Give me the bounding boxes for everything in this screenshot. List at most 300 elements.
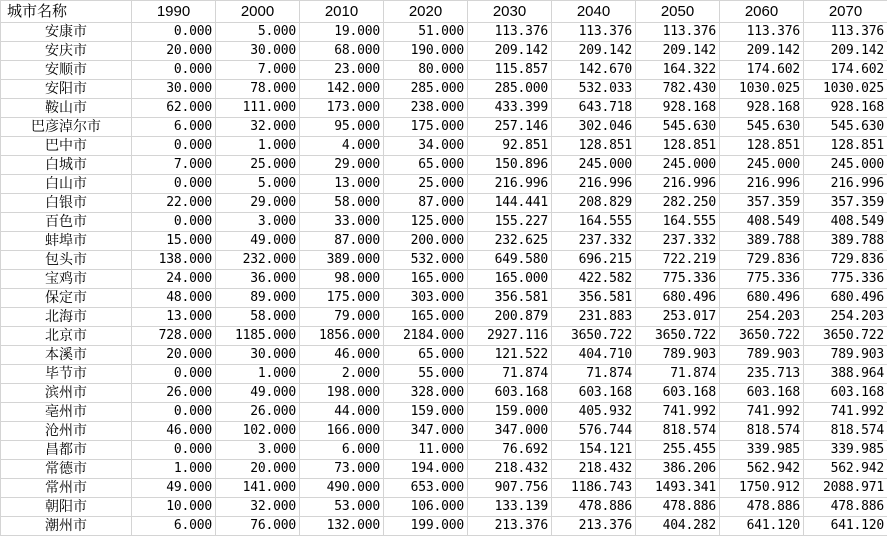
value-cell[interactable]: 775.336 — [636, 270, 720, 289]
header-row — [1, 1, 887, 23]
value-cell[interactable]: 328.000 — [384, 384, 468, 403]
value-cell[interactable]: 53.000 — [300, 498, 384, 517]
value-cell[interactable]: 19.000 — [300, 23, 384, 42]
value-cell[interactable]: 478.886 — [636, 498, 720, 517]
city-name-cell[interactable]: 安顺市 — [1, 61, 132, 80]
value-cell[interactable]: 87.000 — [384, 194, 468, 213]
city-name-cell[interactable]: 安阳市 — [1, 80, 132, 99]
value-cell[interactable]: 741.992 — [636, 403, 720, 422]
value-cell[interactable]: 22.000 — [132, 194, 216, 213]
value-cell[interactable]: 166.000 — [300, 422, 384, 441]
value-cell[interactable]: 30.000 — [216, 42, 300, 61]
value-cell[interactable]: 641.120 — [804, 517, 887, 536]
value-cell[interactable]: 76.000 — [216, 517, 300, 536]
value-cell[interactable]: 92.851 — [468, 137, 552, 156]
value-cell[interactable]: 165.000 — [384, 270, 468, 289]
value-cell[interactable]: 478.886 — [720, 498, 804, 517]
value-cell[interactable]: 6.000 — [300, 441, 384, 460]
value-cell[interactable]: 213.376 — [552, 517, 636, 536]
value-cell[interactable]: 26.000 — [216, 403, 300, 422]
value-cell[interactable]: 5.000 — [216, 23, 300, 42]
value-cell[interactable]: 257.146 — [468, 118, 552, 137]
value-cell[interactable]: 576.744 — [552, 422, 636, 441]
value-cell[interactable]: 818.574 — [636, 422, 720, 441]
city-name-cell[interactable]: 宝鸡市 — [1, 270, 132, 289]
value-cell[interactable]: 68.000 — [300, 42, 384, 61]
value-cell[interactable]: 818.574 — [720, 422, 804, 441]
value-cell[interactable]: 1750.912 — [720, 479, 804, 498]
city-name-cell[interactable]: 常州市 — [1, 479, 132, 498]
value-cell[interactable]: 729.836 — [804, 251, 887, 270]
city-name-cell[interactable]: 包头市 — [1, 251, 132, 270]
value-cell[interactable]: 106.000 — [384, 498, 468, 517]
city-name-cell[interactable]: 安庆市 — [1, 42, 132, 61]
city-name-cell[interactable]: 百色市 — [1, 213, 132, 232]
value-cell[interactable]: 48.000 — [132, 289, 216, 308]
table-row — [1, 213, 887, 232]
city-name-cell[interactable]: 潮州市 — [1, 517, 132, 536]
value-cell[interactable]: 132.000 — [300, 517, 384, 536]
value-cell[interactable]: 545.630 — [804, 118, 887, 137]
value-cell[interactable]: 3650.722 — [552, 327, 636, 346]
value-cell[interactable]: 245.000 — [804, 156, 887, 175]
value-cell[interactable]: 55.000 — [384, 365, 468, 384]
value-cell[interactable]: 36.000 — [216, 270, 300, 289]
value-cell[interactable]: 13.000 — [132, 308, 216, 327]
value-cell[interactable]: 339.985 — [804, 441, 887, 460]
value-cell[interactable]: 26.000 — [132, 384, 216, 403]
value-cell[interactable]: 209.142 — [636, 42, 720, 61]
value-cell[interactable]: 357.359 — [720, 194, 804, 213]
value-cell[interactable]: 128.851 — [720, 137, 804, 156]
value-cell[interactable]: 102.000 — [216, 422, 300, 441]
value-cell[interactable]: 71.874 — [468, 365, 552, 384]
value-cell[interactable]: 154.121 — [552, 441, 636, 460]
value-cell[interactable]: 113.376 — [720, 23, 804, 42]
value-cell[interactable]: 1.000 — [216, 365, 300, 384]
value-cell[interactable]: 405.932 — [552, 403, 636, 422]
value-cell[interactable]: 216.996 — [552, 175, 636, 194]
value-cell[interactable]: 928.168 — [804, 99, 887, 118]
value-cell[interactable]: 2.000 — [300, 365, 384, 384]
value-cell[interactable]: 232.625 — [468, 232, 552, 251]
value-cell[interactable]: 175.000 — [384, 118, 468, 137]
city-name-cell[interactable]: 保定市 — [1, 289, 132, 308]
value-cell[interactable]: 128.851 — [552, 137, 636, 156]
value-cell[interactable]: 232.000 — [216, 251, 300, 270]
value-cell[interactable]: 194.000 — [384, 460, 468, 479]
column-header-year[interactable]: 2020 — [384, 1, 468, 23]
value-cell[interactable]: 159.000 — [384, 403, 468, 422]
value-cell[interactable]: 818.574 — [804, 422, 887, 441]
value-cell[interactable]: 213.376 — [468, 517, 552, 536]
city-name-cell[interactable]: 朝阳市 — [1, 498, 132, 517]
value-cell[interactable]: 680.496 — [720, 289, 804, 308]
value-cell[interactable]: 209.142 — [720, 42, 804, 61]
value-cell[interactable]: 7.000 — [216, 61, 300, 80]
value-cell[interactable]: 3.000 — [216, 213, 300, 232]
value-cell[interactable]: 113.376 — [468, 23, 552, 42]
value-cell[interactable]: 164.555 — [636, 213, 720, 232]
table-row — [1, 194, 887, 213]
table-row — [1, 156, 887, 175]
table-row — [1, 346, 887, 365]
city-name-cell[interactable]: 亳州市 — [1, 403, 132, 422]
value-cell[interactable]: 209.142 — [804, 42, 887, 61]
value-cell[interactable]: 34.000 — [384, 137, 468, 156]
value-cell[interactable]: 386.206 — [636, 460, 720, 479]
value-cell[interactable]: 65.000 — [384, 346, 468, 365]
value-cell[interactable]: 347.000 — [468, 422, 552, 441]
value-cell[interactable]: 2184.000 — [384, 327, 468, 346]
value-cell[interactable]: 49.000 — [216, 384, 300, 403]
value-cell[interactable]: 490.000 — [300, 479, 384, 498]
table-row — [1, 118, 887, 137]
value-cell[interactable]: 46.000 — [132, 422, 216, 441]
value-cell[interactable]: 408.549 — [804, 213, 887, 232]
value-cell[interactable]: 729.836 — [720, 251, 804, 270]
value-cell[interactable]: 155.227 — [468, 213, 552, 232]
value-cell[interactable]: 200.000 — [384, 232, 468, 251]
value-cell[interactable]: 285.000 — [468, 80, 552, 99]
value-cell[interactable]: 907.756 — [468, 479, 552, 498]
table-row — [1, 308, 887, 327]
column-header-year[interactable]: 2050 — [636, 1, 720, 23]
value-cell[interactable]: 15.000 — [132, 232, 216, 251]
city-name-cell[interactable]: 白银市 — [1, 194, 132, 213]
city-name-cell[interactable]: 巴中市 — [1, 137, 132, 156]
value-cell[interactable]: 32.000 — [216, 118, 300, 137]
value-cell[interactable]: 62.000 — [132, 99, 216, 118]
value-cell[interactable]: 603.168 — [552, 384, 636, 403]
value-cell[interactable]: 121.522 — [468, 346, 552, 365]
value-cell[interactable]: 478.886 — [804, 498, 887, 517]
value-cell[interactable]: 165.000 — [384, 308, 468, 327]
value-cell[interactable]: 125.000 — [384, 213, 468, 232]
value-cell[interactable]: 216.996 — [636, 175, 720, 194]
value-cell[interactable]: 649.580 — [468, 251, 552, 270]
value-cell[interactable]: 231.883 — [552, 308, 636, 327]
value-cell[interactable]: 87.000 — [300, 232, 384, 251]
value-cell[interactable]: 2088.971 — [804, 479, 887, 498]
value-cell[interactable]: 0.000 — [132, 441, 216, 460]
value-cell[interactable]: 1185.000 — [216, 327, 300, 346]
value-cell[interactable]: 78.000 — [216, 80, 300, 99]
value-cell[interactable]: 789.903 — [636, 346, 720, 365]
value-cell[interactable]: 237.332 — [636, 232, 720, 251]
value-cell[interactable]: 200.879 — [468, 308, 552, 327]
value-cell[interactable]: 254.203 — [804, 308, 887, 327]
value-cell[interactable]: 389.000 — [300, 251, 384, 270]
value-cell[interactable]: 174.602 — [804, 61, 887, 80]
value-cell[interactable]: 73.000 — [300, 460, 384, 479]
column-header-year[interactable]: 2040 — [552, 1, 636, 23]
value-cell[interactable]: 389.788 — [804, 232, 887, 251]
value-cell[interactable]: 1.000 — [216, 137, 300, 156]
value-cell[interactable]: 10.000 — [132, 498, 216, 517]
column-header-year[interactable]: 1990 — [132, 1, 216, 23]
value-cell[interactable]: 29.000 — [300, 156, 384, 175]
value-cell[interactable]: 603.168 — [720, 384, 804, 403]
value-cell[interactable]: 603.168 — [636, 384, 720, 403]
table-body — [1, 23, 887, 536]
value-cell[interactable]: 339.985 — [720, 441, 804, 460]
value-cell[interactable]: 141.000 — [216, 479, 300, 498]
value-cell[interactable]: 282.250 — [636, 194, 720, 213]
value-cell[interactable]: 478.886 — [552, 498, 636, 517]
value-cell[interactable]: 58.000 — [300, 194, 384, 213]
value-cell[interactable]: 235.713 — [720, 365, 804, 384]
value-cell[interactable]: 0.000 — [132, 23, 216, 42]
value-cell[interactable]: 6.000 — [132, 118, 216, 137]
value-cell[interactable]: 404.282 — [636, 517, 720, 536]
city-name-cell[interactable]: 北海市 — [1, 308, 132, 327]
city-name-cell[interactable]: 蚌埠市 — [1, 232, 132, 251]
value-cell[interactable]: 142.670 — [552, 61, 636, 80]
value-cell[interactable]: 24.000 — [132, 270, 216, 289]
table-row — [1, 289, 887, 308]
value-cell[interactable]: 138.000 — [132, 251, 216, 270]
value-cell[interactable]: 789.903 — [804, 346, 887, 365]
value-cell[interactable]: 1493.341 — [636, 479, 720, 498]
value-cell[interactable]: 128.851 — [804, 137, 887, 156]
value-cell[interactable]: 728.000 — [132, 327, 216, 346]
value-cell[interactable]: 32.000 — [216, 498, 300, 517]
value-cell[interactable]: 245.000 — [636, 156, 720, 175]
value-cell[interactable]: 113.376 — [552, 23, 636, 42]
column-header-year[interactable]: 2060 — [720, 1, 804, 23]
value-cell[interactable]: 95.000 — [300, 118, 384, 137]
value-cell[interactable]: 789.903 — [720, 346, 804, 365]
value-cell[interactable]: 209.142 — [468, 42, 552, 61]
city-name-cell[interactable]: 常德市 — [1, 460, 132, 479]
table-row — [1, 422, 887, 441]
value-cell[interactable]: 1030.025 — [804, 80, 887, 99]
value-cell[interactable]: 433.399 — [468, 99, 552, 118]
value-cell[interactable]: 356.581 — [552, 289, 636, 308]
value-cell[interactable]: 643.718 — [552, 99, 636, 118]
value-cell[interactable]: 216.996 — [720, 175, 804, 194]
value-cell[interactable]: 33.000 — [300, 213, 384, 232]
value-cell[interactable]: 775.336 — [804, 270, 887, 289]
value-cell[interactable]: 928.168 — [636, 99, 720, 118]
value-cell[interactable]: 29.000 — [216, 194, 300, 213]
value-cell[interactable]: 741.992 — [804, 403, 887, 422]
value-cell[interactable]: 285.000 — [384, 80, 468, 99]
value-cell[interactable]: 25.000 — [384, 175, 468, 194]
value-cell[interactable]: 1856.000 — [300, 327, 384, 346]
value-cell[interactable]: 303.000 — [384, 289, 468, 308]
value-cell[interactable]: 6.000 — [132, 517, 216, 536]
value-cell[interactable]: 216.996 — [468, 175, 552, 194]
value-cell[interactable]: 653.000 — [384, 479, 468, 498]
value-cell[interactable]: 89.000 — [216, 289, 300, 308]
value-cell[interactable]: 245.000 — [720, 156, 804, 175]
value-cell[interactable]: 44.000 — [300, 403, 384, 422]
column-header-year[interactable]: 2030 — [468, 1, 552, 23]
table-row — [1, 61, 887, 80]
value-cell[interactable]: 30.000 — [216, 346, 300, 365]
value-cell[interactable]: 71.874 — [552, 365, 636, 384]
value-cell[interactable]: 174.602 — [720, 61, 804, 80]
value-cell[interactable]: 0.000 — [132, 403, 216, 422]
table-row — [1, 460, 887, 479]
value-cell[interactable]: 532.033 — [552, 80, 636, 99]
value-cell[interactable]: 218.432 — [468, 460, 552, 479]
value-cell[interactable]: 255.455 — [636, 441, 720, 460]
value-cell[interactable]: 545.630 — [636, 118, 720, 137]
city-name-cell[interactable]: 毕节市 — [1, 365, 132, 384]
value-cell[interactable]: 347.000 — [384, 422, 468, 441]
value-cell[interactable]: 545.630 — [720, 118, 804, 137]
value-cell[interactable]: 113.376 — [636, 23, 720, 42]
value-cell[interactable]: 216.996 — [804, 175, 887, 194]
value-cell[interactable]: 65.000 — [384, 156, 468, 175]
value-cell[interactable]: 49.000 — [132, 479, 216, 498]
value-cell[interactable]: 928.168 — [720, 99, 804, 118]
value-cell[interactable]: 165.000 — [468, 270, 552, 289]
city-name-cell[interactable]: 昌都市 — [1, 441, 132, 460]
table-row — [1, 403, 887, 422]
value-cell[interactable]: 357.359 — [804, 194, 887, 213]
value-cell[interactable]: 115.857 — [468, 61, 552, 80]
value-cell[interactable]: 133.139 — [468, 498, 552, 517]
table-row — [1, 441, 887, 460]
city-name-cell[interactable]: 鞍山市 — [1, 99, 132, 118]
value-cell[interactable]: 422.582 — [552, 270, 636, 289]
value-cell[interactable]: 13.000 — [300, 175, 384, 194]
table-row — [1, 99, 887, 118]
value-cell[interactable]: 1186.743 — [552, 479, 636, 498]
value-cell[interactable]: 388.964 — [804, 365, 887, 384]
value-cell[interactable]: 238.000 — [384, 99, 468, 118]
value-cell[interactable]: 245.000 — [552, 156, 636, 175]
value-cell[interactable]: 408.549 — [720, 213, 804, 232]
value-cell[interactable]: 603.168 — [468, 384, 552, 403]
value-cell[interactable]: 0.000 — [132, 365, 216, 384]
value-cell[interactable]: 199.000 — [384, 517, 468, 536]
value-cell[interactable]: 3650.722 — [636, 327, 720, 346]
value-cell[interactable]: 71.874 — [636, 365, 720, 384]
value-cell[interactable]: 302.046 — [552, 118, 636, 137]
value-cell[interactable]: 164.555 — [552, 213, 636, 232]
value-cell[interactable]: 389.788 — [720, 232, 804, 251]
value-cell[interactable]: 79.000 — [300, 308, 384, 327]
column-header-city-name[interactable]: 城市名称 — [1, 1, 132, 23]
column-header-year[interactable]: 2010 — [300, 1, 384, 23]
value-cell[interactable]: 237.332 — [552, 232, 636, 251]
city-name-cell[interactable]: 安康市 — [1, 23, 132, 42]
city-name-cell[interactable]: 巴彦淖尔市 — [1, 118, 132, 137]
value-cell[interactable]: 722.219 — [636, 251, 720, 270]
value-cell[interactable]: 7.000 — [132, 156, 216, 175]
value-cell[interactable]: 111.000 — [216, 99, 300, 118]
value-cell[interactable]: 113.376 — [804, 23, 887, 42]
column-header-year[interactable]: 2000 — [216, 1, 300, 23]
value-cell[interactable]: 0.000 — [132, 137, 216, 156]
value-cell[interactable]: 4.000 — [300, 137, 384, 156]
value-cell[interactable]: 3650.722 — [804, 327, 887, 346]
value-cell[interactable]: 190.000 — [384, 42, 468, 61]
value-cell[interactable]: 20.000 — [216, 460, 300, 479]
value-cell[interactable]: 253.017 — [636, 308, 720, 327]
value-cell[interactable]: 209.142 — [552, 42, 636, 61]
value-cell[interactable]: 173.000 — [300, 99, 384, 118]
value-cell[interactable]: 741.992 — [720, 403, 804, 422]
value-cell[interactable]: 164.322 — [636, 61, 720, 80]
value-cell[interactable]: 175.000 — [300, 289, 384, 308]
value-cell[interactable]: 30.000 — [132, 80, 216, 99]
value-cell[interactable]: 5.000 — [216, 175, 300, 194]
column-header-year[interactable]: 2070 — [804, 1, 887, 23]
value-cell[interactable]: 782.430 — [636, 80, 720, 99]
city-name-cell[interactable]: 北京市 — [1, 327, 132, 346]
table-row — [1, 365, 887, 384]
value-cell[interactable]: 144.441 — [468, 194, 552, 213]
value-cell[interactable]: 532.000 — [384, 251, 468, 270]
value-cell[interactable]: 80.000 — [384, 61, 468, 80]
value-cell[interactable]: 641.120 — [720, 517, 804, 536]
city-name-cell[interactable]: 沧州市 — [1, 422, 132, 441]
value-cell[interactable]: 20.000 — [132, 346, 216, 365]
value-cell[interactable]: 3650.722 — [720, 327, 804, 346]
value-cell[interactable]: 159.000 — [468, 403, 552, 422]
value-cell[interactable]: 46.000 — [300, 346, 384, 365]
table-row — [1, 42, 887, 61]
value-cell[interactable]: 404.710 — [552, 346, 636, 365]
value-cell[interactable]: 208.829 — [552, 194, 636, 213]
table-row — [1, 232, 887, 251]
table-row — [1, 270, 887, 289]
city-name-cell[interactable]: 本溪市 — [1, 346, 132, 365]
value-cell[interactable]: 2927.116 — [468, 327, 552, 346]
value-cell[interactable]: 680.496 — [636, 289, 720, 308]
city-name-cell[interactable]: 白山市 — [1, 175, 132, 194]
value-cell[interactable]: 198.000 — [300, 384, 384, 403]
value-cell[interactable]: 51.000 — [384, 23, 468, 42]
value-cell[interactable]: 76.692 — [468, 441, 552, 460]
value-cell[interactable]: 20.000 — [132, 42, 216, 61]
value-cell[interactable]: 680.496 — [804, 289, 887, 308]
value-cell[interactable]: 1.000 — [132, 460, 216, 479]
value-cell[interactable]: 23.000 — [300, 61, 384, 80]
value-cell[interactable]: 25.000 — [216, 156, 300, 175]
value-cell[interactable]: 0.000 — [132, 213, 216, 232]
value-cell[interactable]: 603.168 — [804, 384, 887, 403]
value-cell[interactable]: 142.000 — [300, 80, 384, 99]
value-cell[interactable]: 0.000 — [132, 61, 216, 80]
value-cell[interactable]: 11.000 — [384, 441, 468, 460]
value-cell[interactable]: 562.942 — [720, 460, 804, 479]
value-cell[interactable]: 0.000 — [132, 175, 216, 194]
table-row — [1, 23, 887, 42]
value-cell[interactable]: 98.000 — [300, 270, 384, 289]
value-cell[interactable]: 150.896 — [468, 156, 552, 175]
value-cell[interactable]: 562.942 — [804, 460, 887, 479]
value-cell[interactable]: 218.432 — [552, 460, 636, 479]
value-cell[interactable]: 1030.025 — [720, 80, 804, 99]
city-name-cell[interactable]: 白城市 — [1, 156, 132, 175]
value-cell[interactable]: 696.215 — [552, 251, 636, 270]
city-name-cell[interactable]: 滨州市 — [1, 384, 132, 403]
value-cell[interactable]: 49.000 — [216, 232, 300, 251]
value-cell[interactable]: 775.336 — [720, 270, 804, 289]
value-cell[interactable]: 254.203 — [720, 308, 804, 327]
value-cell[interactable]: 3.000 — [216, 441, 300, 460]
value-cell[interactable]: 128.851 — [636, 137, 720, 156]
value-cell[interactable]: 356.581 — [468, 289, 552, 308]
value-cell[interactable]: 58.000 — [216, 308, 300, 327]
